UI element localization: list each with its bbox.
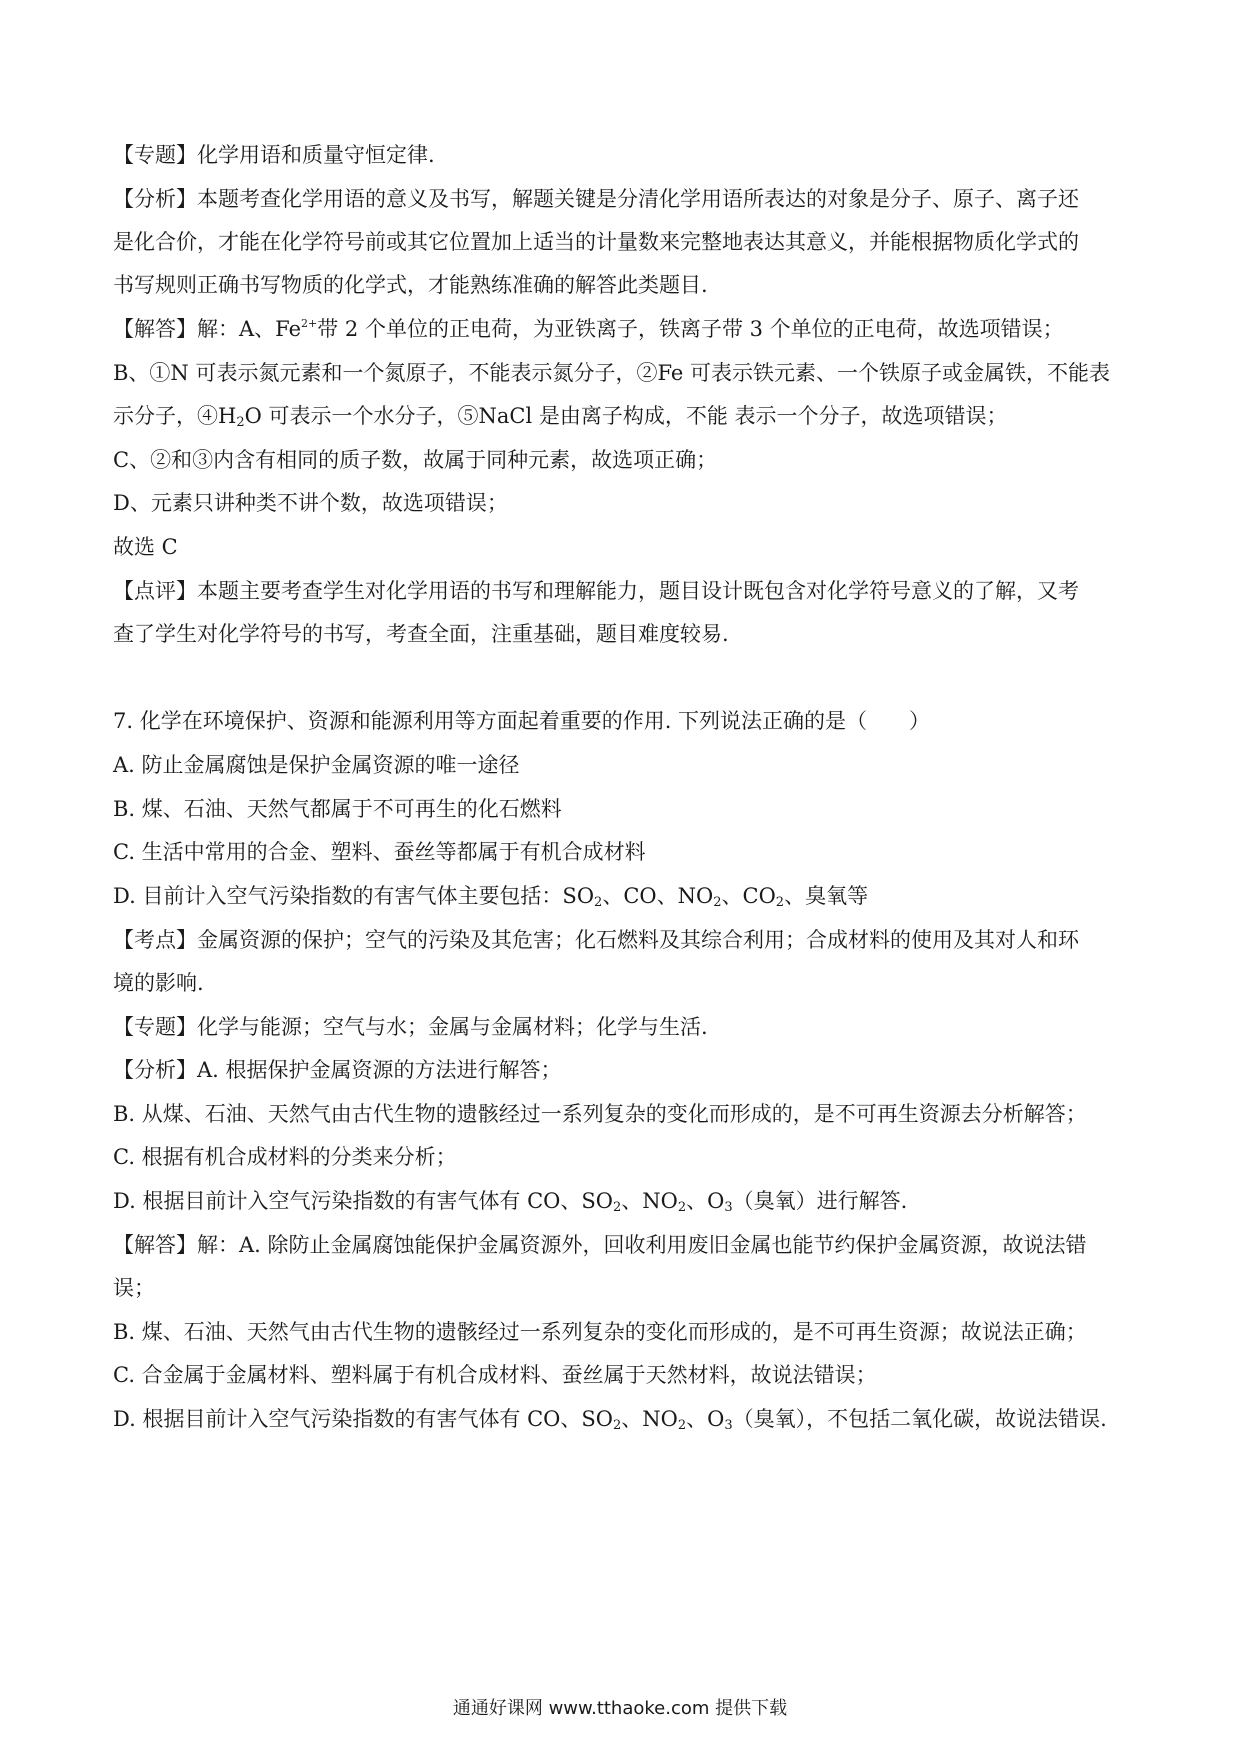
answer-option-c-line: C、②和③内含有相同的质子数，故属于同种元素，故选项正确；: [113, 448, 718, 472]
charge-superscript: 2+: [301, 317, 318, 330]
analysis-line: C. 根据有机合成材料的分类来分析；: [113, 1145, 457, 1169]
analysis-line: 【分析】A. 根据保护金属资源的方法进行解答；: [113, 1058, 562, 1082]
analysis-paragraph-line: 【分析】本题考查化学用语的意义及书写，解题关键是分清化学用语所表达的对象是分子、原子、离子还: [113, 187, 1079, 211]
analysis-paragraph-line: 书写规则正确书写物质的化学式，才能熟练准确的解答此类题目.: [113, 273, 708, 297]
option-b: B. 煤、石油、天然气都属于不可再生的化石燃料: [113, 797, 562, 821]
answer-lead-text: 【解答】解：A、Fe: [113, 317, 302, 341]
comment-line: 【点评】本题主要考查学生对化学用语的书写和理解能力，题目设计既包含对化学符号意义的了解，又考: [113, 579, 1079, 603]
answer-line: 【解答】解：A. 除防止金属腐蚀能保护金属资源外，回收利用废旧金属也能节约保护金属资源，故说法错: [113, 1233, 1087, 1257]
option-d-text: 、CO: [721, 884, 776, 908]
analysis-text: 、NO: [621, 1189, 678, 1213]
formula-subscript: 2: [775, 895, 785, 910]
formula-subscript: 3: [724, 1418, 733, 1433]
comment-line: 查了学生对化学符号的书写，考查全面，注重基础，题目难度较易.: [113, 622, 729, 646]
answer-option-b-line: [113, 402, 1008, 430]
answer-rest-text: （臭氧），不包括二氧化碳，故说法错误.: [732, 1407, 1107, 1431]
option-d-lead: D. 目前计入空气污染指数的有害气体主要包括：SO: [113, 884, 595, 908]
answer-option-d-line: D、元素只讲种类不讲个数，故选项错误；: [113, 491, 508, 515]
knowledge-point-line: 境的影响.: [113, 971, 204, 995]
analysis-lead: D. 根据目前计入空气污染指数的有害气体有 CO、SO: [113, 1189, 613, 1213]
answer-line: C. 合金属于金属材料、塑料属于有机合成材料、蚕丝属于天然材料，故说法错误；: [113, 1363, 877, 1387]
answer-line: [113, 1405, 1107, 1433]
analysis-text: 、O: [686, 1189, 725, 1213]
formula-subscript: 2: [613, 1200, 622, 1215]
page-footer: 通通好课网 www.tthaoke.com 提供下载: [452, 1698, 788, 1719]
answer-line: B. 煤、石油、天然气由古代生物的遗骸经过一系列复杂的变化而形成的，是不可再生资源；故说法正确；: [113, 1320, 1087, 1344]
knowledge-point-line: 【考点】金属资源的保护；空气的污染及其危害；化石燃料及其综合利用；合成材料的使用及其对人和环: [113, 928, 1079, 952]
conclusion-line: 故选 C: [113, 535, 178, 559]
formula-subscript: 3: [724, 1200, 733, 1215]
answer-lead-text: 示分子，④H: [113, 404, 237, 428]
answer-rest-text: 、O: [686, 1407, 725, 1431]
answer-line: [113, 315, 1064, 343]
option-d-text: 、CO、NO: [602, 884, 714, 908]
formula-subscript: 2: [713, 895, 722, 910]
formula-subscript: 2: [613, 1418, 622, 1433]
option-d-text: 、臭氧等: [784, 884, 869, 908]
analysis-line: B. 从煤、石油、天然气由古代生物的遗骸经过一系列复杂的变化而形成的，是不可再生资源去分析解答；: [113, 1102, 1087, 1126]
topic-heading: 【专题】化学用语和质量守恒定律.: [113, 143, 435, 167]
formula-subscript: 2: [594, 895, 603, 910]
option-a: A. 防止金属腐蚀是保护金属资源的唯一途径: [113, 753, 520, 777]
answer-rest-text: O 可表示一个水分子，⑤NaCl 是由离子构成，不能 表示一个分子，故选项错误；: [244, 404, 1008, 428]
answer-line: 误；: [113, 1276, 155, 1300]
question-stem: 7. 化学在环境保护、资源和能源利用等方面起着重要的作用. 下列说法正确的是（ ）: [113, 709, 931, 733]
answer-lead-text: D. 根据目前计入空气污染指数的有害气体有 CO、SO: [113, 1407, 613, 1431]
answer-rest-text: 带 2 个单位的正电荷，为亚铁离子，铁离子带 3 个单位的正电荷，故选项错误；: [317, 317, 1064, 341]
formula-subscript: 2: [236, 415, 245, 430]
analysis-paragraph-line: 是化合价，才能在化学符号前或其它位置加上适当的计量数来完整地表达其意义，并能根据物质化学式的: [113, 230, 1079, 254]
formula-subscript: 2: [677, 1200, 687, 1215]
analysis-line: [113, 1187, 907, 1215]
topic-heading: 【专题】化学与能源；空气与水；金属与金属材料；化学与生活.: [113, 1015, 708, 1039]
option-d: [113, 882, 868, 910]
formula-subscript: 2: [677, 1418, 687, 1433]
answer-rest-text: 、NO: [621, 1407, 678, 1431]
option-c: C. 生活中常用的合金、塑料、蚕丝等都属于有机合成材料: [113, 840, 646, 864]
answer-option-b-line: B、①N 可表示氮元素和一个氮原子，不能表示氮分子，②Fe 可表示铁元素、一个铁原子或金属铁，不能表: [113, 361, 1111, 385]
analysis-text: （臭氧）进行解答.: [732, 1189, 908, 1213]
